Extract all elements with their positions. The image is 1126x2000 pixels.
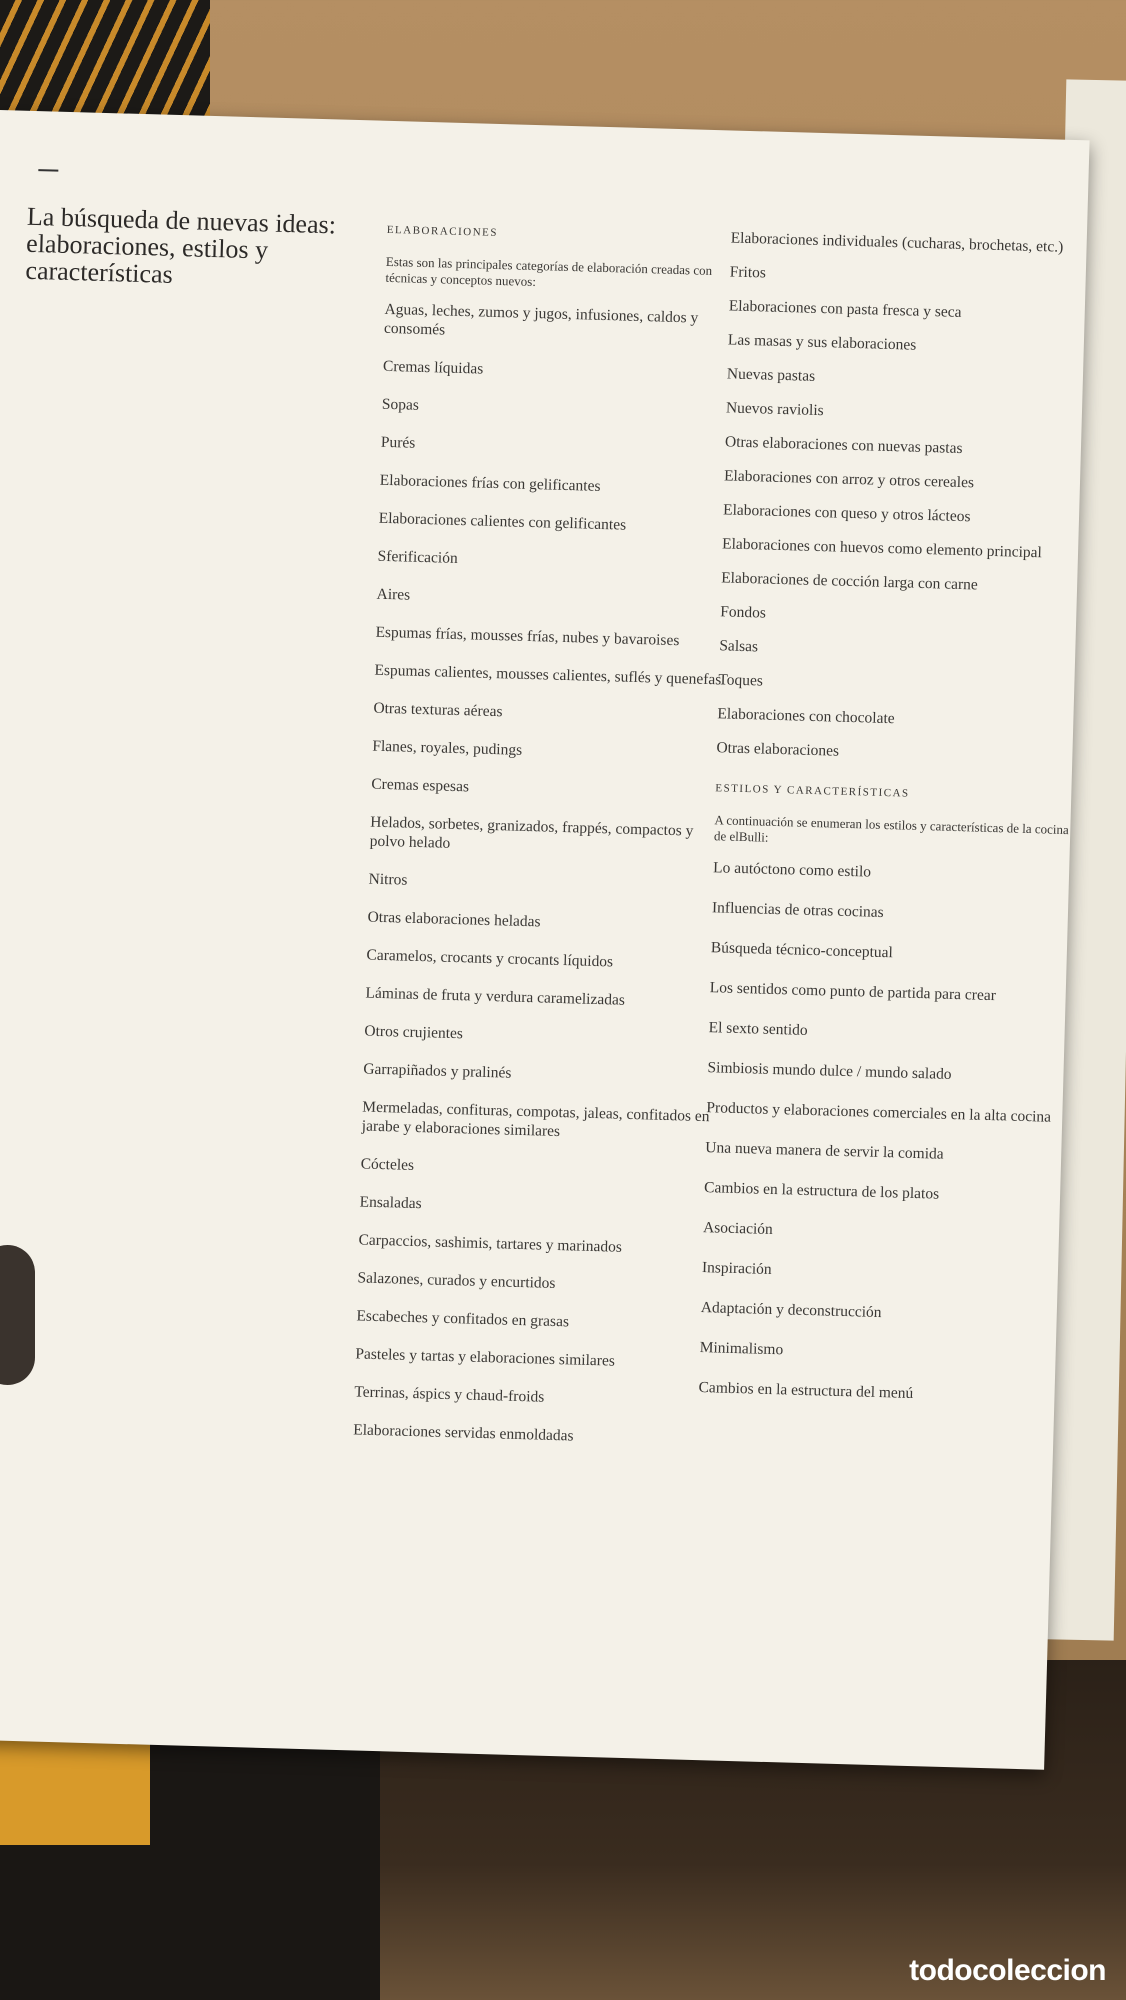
estilos-intro: A continuación se enumeran los estilos y características de la cocina de elBulli: [713, 812, 1070, 845]
list-item: Lo autóctono como estilo [712, 859, 872, 881]
page-title: La búsqueda de nuevas ideas: elaboraciones, estilos y características [25, 201, 337, 289]
estilos-heading: ESTILOS Y CARACTERÍSTICAS [715, 782, 910, 800]
list-item: Otras elaboraciones [716, 739, 840, 760]
title-dash [38, 169, 58, 172]
list-item: Minimalismo [699, 1339, 784, 1359]
list-item: Cambios en la estructura de los platos [703, 1179, 940, 1203]
elaboraciones-list-continued [716, 228, 1091, 767]
estilos-list [698, 858, 1073, 1407]
list-item: Cremas líquidas [382, 357, 484, 378]
list-item: Otras texturas aéreas [373, 699, 503, 721]
list-item: Elaboraciones servidas enmoldadas [353, 1421, 574, 1445]
list-item: Cremas espesas [371, 775, 470, 796]
list-item: Nuevos raviolis [725, 399, 824, 420]
background-book-stripes [0, 0, 210, 120]
list-item: Fondos [720, 603, 767, 622]
list-item: Elaboraciones con huevos como elemento principal [721, 535, 1043, 562]
list-item: Elaboraciones con queso y otros lácteos [722, 501, 971, 526]
list-item: Fritos [729, 263, 767, 282]
list-item: Elaboraciones calientes con gelificantes [378, 509, 627, 534]
list-item: Aires [376, 585, 411, 604]
list-item: Elaboraciones frías con gelificantes [379, 471, 601, 495]
list-item: Otros crujientes [364, 1022, 464, 1043]
list-item: Inspiración [701, 1259, 772, 1278]
list-item: Otras elaboraciones con nuevas pastas [724, 433, 963, 458]
list-item: Purés [380, 433, 416, 452]
book-page [0, 110, 1090, 1770]
list-item: Aguas, leches, zumos y jugos, infusiones, caldos y consomés [383, 300, 699, 339]
list-item: Cócteles [360, 1155, 415, 1174]
list-item: Pasteles y tartas y elaboraciones similares [355, 1345, 616, 1370]
elaboraciones-column [352, 221, 746, 1469]
list-item: Caramelos, crocants y crocants líquidos [366, 946, 614, 971]
list-item: Elaboraciones con pasta fresca y seca [728, 297, 962, 321]
list-item: Nitros [368, 870, 408, 889]
list-item: Cambios en la estructura del menú [698, 1379, 914, 1402]
second-column [698, 228, 1091, 1428]
list-item: Asociación [702, 1219, 774, 1239]
list-item: Mermeladas, confituras, compotas, jaleas, confitados en jarabe y elaboraciones similares [361, 1098, 710, 1141]
elaboraciones-intro: Estas son las principales categorías de elaboración creadas con técnicas y conceptos nuevos: [385, 253, 713, 290]
list-item: Elaboraciones con chocolate [717, 705, 895, 728]
list-item: Búsqueda técnico-conceptual [710, 939, 894, 962]
list-item: Elaboraciones de cocción larga con carne [720, 569, 978, 594]
list-item: Las masas y sus elaboraciones [727, 331, 917, 354]
list-item: Productos y elaboraciones comerciales en la alta cocina [706, 1099, 1052, 1126]
list-item: Salazones, curados y encurtidos [357, 1269, 556, 1292]
list-item: Sferificación [377, 547, 458, 567]
list-item: Elaboraciones individuales (cucharas, brochetas, etc.) [730, 229, 1064, 256]
list-item: Una nueva manera de servir la comida [705, 1139, 944, 1163]
list-item: Otras elaboraciones heladas [367, 908, 541, 931]
list-item: Terrinas, áspics y chaud-froids [354, 1383, 545, 1406]
list-item: Garrapiñados y pralinés [363, 1060, 512, 1082]
list-item: Espumas calientes, mousses calientes, suflés y quenefas [374, 661, 722, 689]
thumb [0, 1245, 35, 1385]
elaboraciones-heading: ELABORACIONES [386, 223, 499, 239]
list-item: Escabeches y confitados en grasas [356, 1307, 570, 1331]
list-item: Los sentidos como punto de partida para crear [709, 979, 997, 1005]
list-item: El sexto sentido [708, 1019, 808, 1039]
list-item: Sopas [381, 395, 420, 414]
list-item: Láminas de fruta y verdura caramelizadas [365, 984, 626, 1009]
list-item: Elaboraciones con arroz y otros cereales [723, 467, 975, 492]
list-item: Simbiosis mundo dulce / mundo salado [707, 1059, 952, 1083]
list-item: Salsas [719, 637, 759, 656]
list-item: Espumas frías, mousses frías, nubes y bavaroises [375, 623, 680, 650]
list-item: Nuevas pastas [726, 365, 816, 385]
list-item: Ensaladas [359, 1193, 422, 1213]
list-item: Toques [718, 671, 764, 690]
background-yellow-cover [0, 1735, 150, 1845]
list-item: Flanes, royales, pudings [372, 737, 523, 759]
watermark-logo: todocoleccion [909, 1954, 1106, 1987]
list-item: Helados, sorbetes, granizados, frappés, compactos y polvo helado [369, 813, 694, 852]
list-item: Adaptación y deconstrucción [700, 1299, 882, 1322]
list-item: Influencias de otras cocinas [711, 899, 884, 921]
list-item: Carpaccios, sashimis, tartares y marinados [358, 1231, 623, 1256]
elaboraciones-list [353, 300, 745, 1450]
